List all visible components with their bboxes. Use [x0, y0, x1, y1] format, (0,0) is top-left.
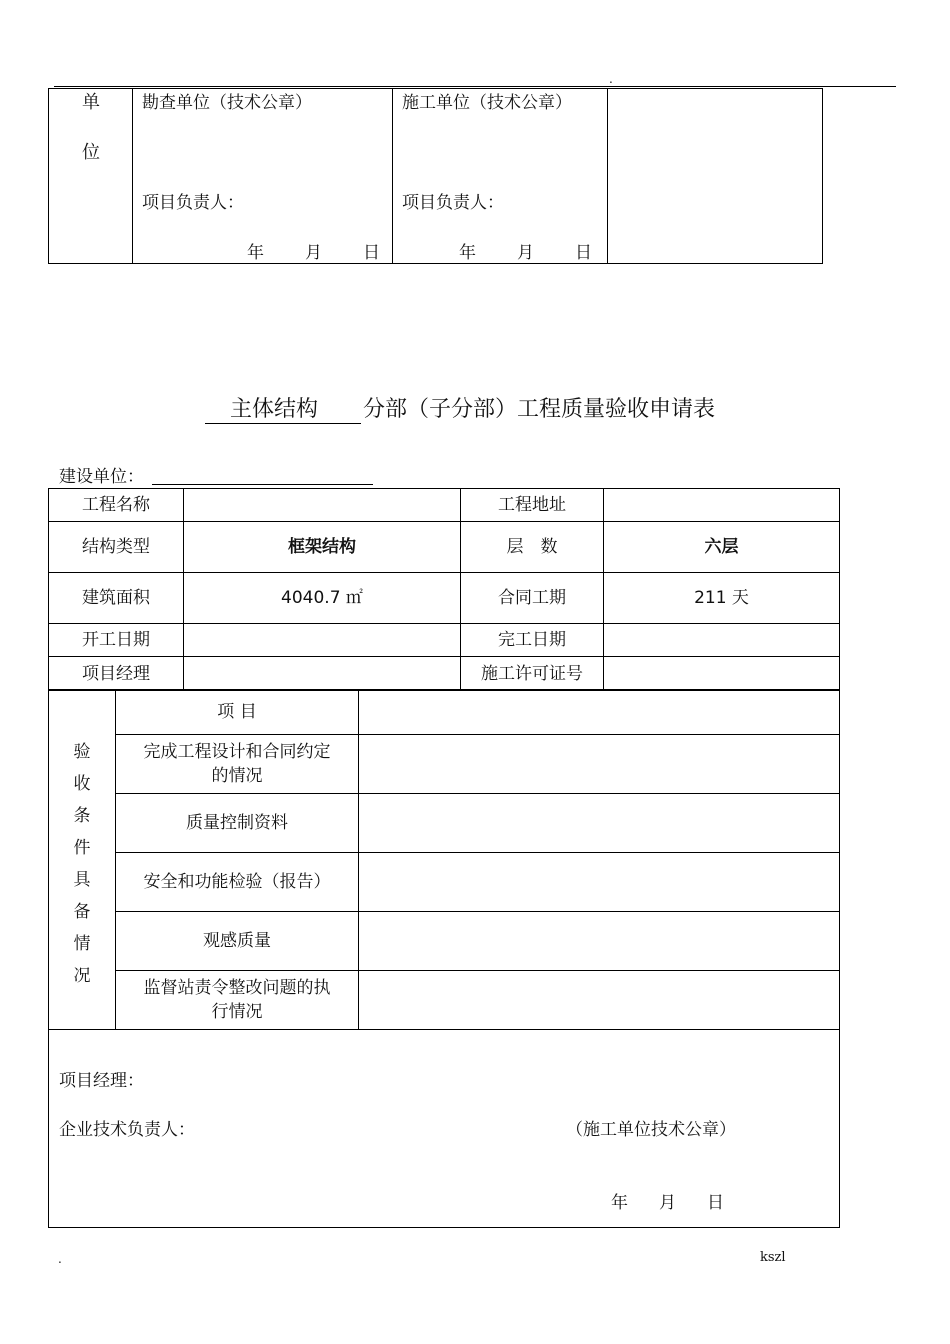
construction-year: 年: [459, 243, 476, 263]
condition-item-value: [359, 912, 840, 971]
period-label: 合同工期: [461, 573, 604, 624]
builder-underline: [152, 484, 373, 485]
top-header-line: [54, 86, 896, 87]
floors-value: 六层: [604, 522, 840, 573]
conditions-table: [48, 689, 840, 1030]
structure-type-label: 结构类型: [49, 522, 184, 573]
condition-item-value: [359, 853, 840, 912]
start-date-value: [184, 624, 461, 657]
top-mark: .: [609, 72, 613, 86]
end-date-value: [604, 624, 840, 657]
construction-unit-title: 施工单位（技术公章）: [402, 93, 572, 113]
footer-left-mark: .: [58, 1252, 62, 1266]
structure-type-value: 框架结构: [184, 522, 461, 573]
construction-month: 月: [517, 243, 534, 263]
condition-item-value: [359, 794, 840, 853]
side-char: 验: [73, 742, 91, 762]
condition-item-value: [359, 735, 840, 794]
condition-item-label: 完成工程设计和合同约定的情况: [143, 742, 331, 786]
title-rest: 分部（子分部）工程质量验收申请表: [363, 397, 716, 422]
start-date-label: 开工日期: [49, 624, 184, 657]
condition-item: 观感质量: [116, 912, 359, 971]
survey-year: 年: [247, 243, 264, 263]
side-char: 况: [73, 966, 91, 986]
side-char: 收: [73, 774, 91, 794]
condition-item: [116, 971, 359, 1030]
condition-item: 质量控制资料: [116, 794, 359, 853]
project-name-value: [184, 489, 461, 522]
signoff-month: 月: [659, 1193, 676, 1213]
survey-day: 日: [363, 243, 380, 263]
area-label: 建筑面积: [49, 573, 184, 624]
unit-char-1: 单: [82, 92, 100, 113]
condition-item: [116, 735, 359, 794]
signoff-day: 日: [707, 1193, 724, 1213]
signoff-year: 年: [611, 1193, 628, 1213]
manager-value: [184, 657, 461, 691]
floors-label: 层 数: [461, 522, 604, 573]
survey-unit-title: 勘查单位（技术公章）: [142, 93, 312, 113]
signoff-manager-label: 项目经理：: [59, 1071, 144, 1091]
conditions-header-value: [359, 690, 840, 735]
unit-char-2: 位: [82, 142, 100, 163]
project-name-label: 工程名称: [49, 489, 184, 522]
survey-month: 月: [305, 243, 322, 263]
side-char: 条: [73, 806, 91, 826]
signoff-tech-label: 企业技术负责人：: [59, 1120, 195, 1140]
side-char: 情: [73, 934, 91, 954]
side-char: 具: [73, 870, 91, 890]
manager-label: 项目经理: [49, 657, 184, 691]
end-date-label: 完工日期: [461, 624, 604, 657]
project-address-value: [604, 489, 840, 522]
info-table: [48, 488, 840, 691]
condition-item-label: 监督站责令整改问题的执行情况: [143, 978, 331, 1022]
permit-label: 施工许可证号: [461, 657, 604, 691]
condition-item-value: [359, 971, 840, 1030]
conditions-header: 项 目: [116, 690, 359, 735]
side-char: 备: [73, 902, 91, 922]
builder-label: 建设单位：: [59, 467, 144, 487]
title-fill: 主体结构: [205, 392, 361, 424]
signoff-seal: （施工单位技术公章）: [566, 1120, 736, 1140]
footer-right-text: kszl: [760, 1250, 786, 1265]
conditions-side-label: [49, 690, 116, 1030]
permit-value: [604, 657, 840, 691]
form-title: [205, 392, 715, 424]
survey-person-label: 项目负责人：: [142, 193, 244, 213]
construction-person-label: 项目负责人：: [402, 193, 504, 213]
area-value: 4040.7 ㎡: [184, 573, 461, 624]
project-address-label: 工程地址: [461, 489, 604, 522]
side-char: 件: [73, 838, 91, 858]
period-value: 211 天: [604, 573, 840, 624]
construction-day: 日: [575, 243, 592, 263]
condition-item: 安全和功能检验（报告）: [116, 853, 359, 912]
